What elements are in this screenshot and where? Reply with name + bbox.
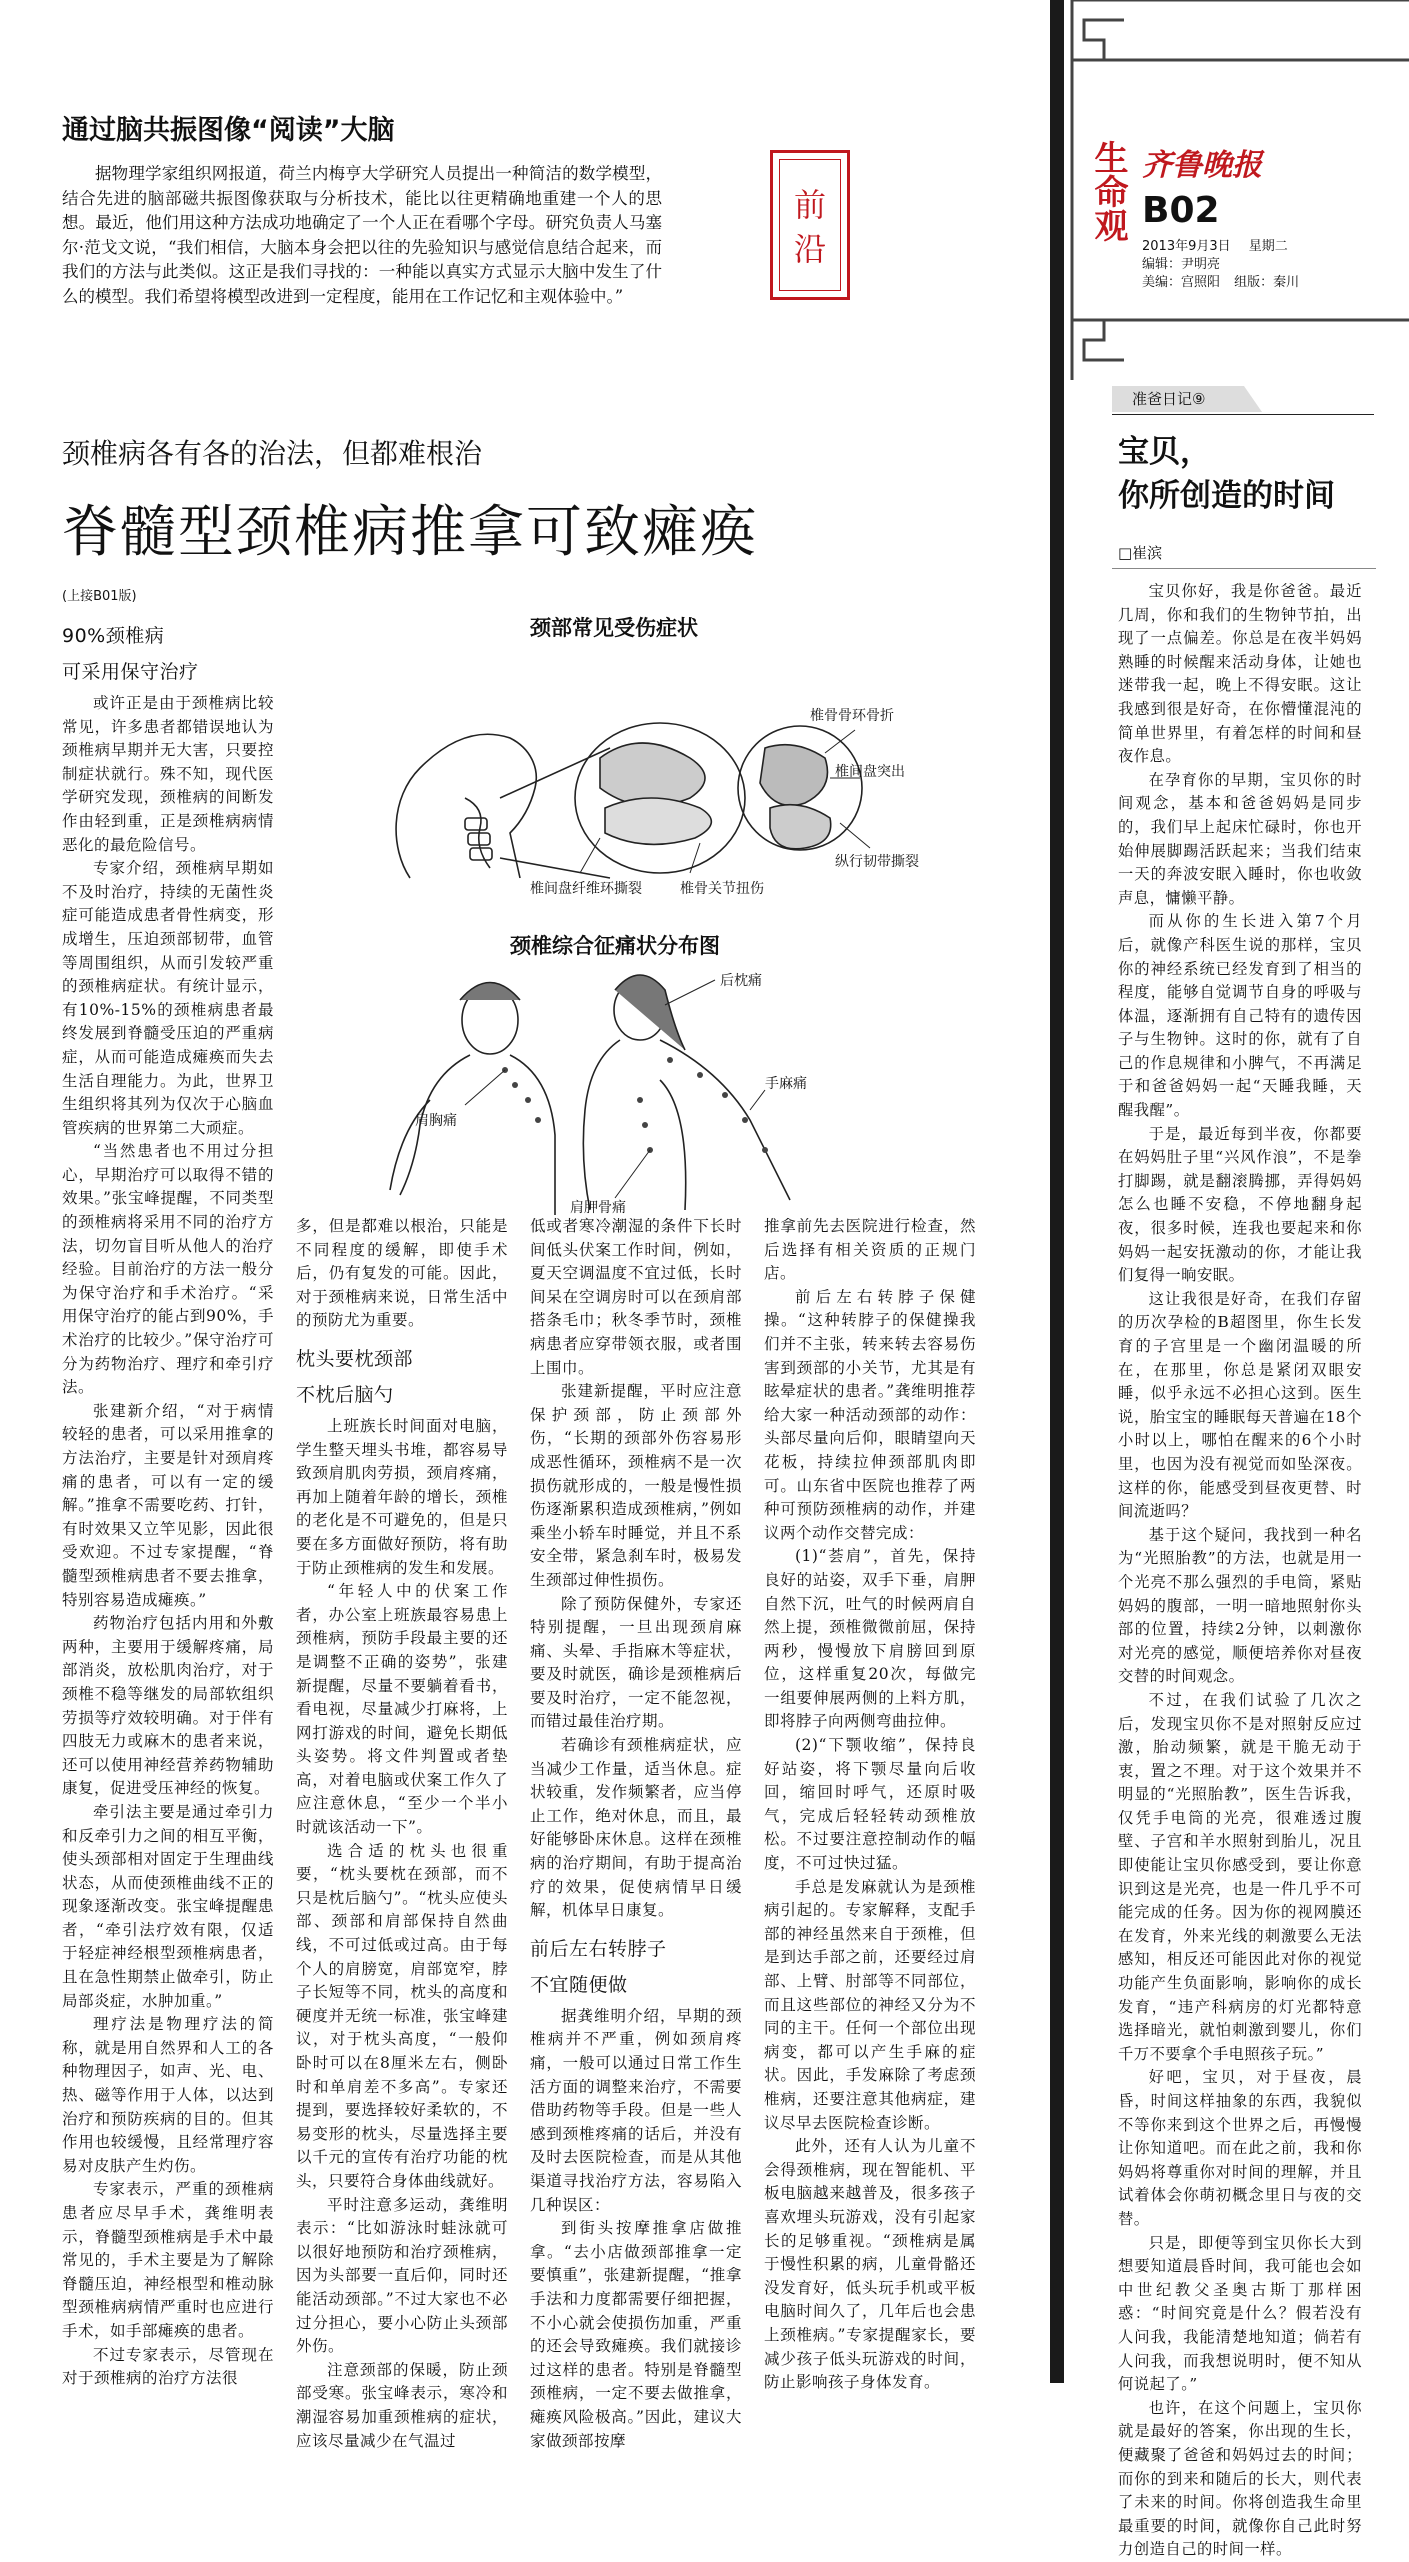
- page-number: B02: [1142, 190, 1220, 231]
- paragraph: 基于这个疑问，我找到一种名为“光照胎教”的方法，也就是用一个光亮不那么强烈的手电筒，紧贴妈妈的腹部，一明一暗地照射你头部的位置，持续2分钟，以刺激你对光亮的感觉，顺便培养你对昼夜交替的时间观念。: [1118, 1525, 1362, 1686]
- paragraph: 多，但是都难以根治，只能是不同程度的缓解，即使手术后，仍有复发的可能。因此，对于颈椎病来说，日常生活中的预防尤为重要。: [296, 1217, 508, 1330]
- tag-frame: [770, 150, 850, 300]
- paragraph: 张建新提醒，平时应注意保护颈部，防止颈部外伤，“长期的颈部外伤容易形成恶性循环，颈椎病不是一次损伤就形成的，一般是慢性损伤逐渐累积造成颈椎病，”例如乘坐小轿车时睡觉，并且不系安全带，紧急刹车时，极易发生颈部过伸性损伤。: [530, 1382, 742, 1589]
- article-column-3: [530, 1215, 742, 2453]
- masthead-info: [1142, 238, 1299, 292]
- fig1-title: 颈部常见受伤症状: [530, 616, 698, 640]
- paragraph: 宝贝你好，我是你爸爸。最近几周，你和我们的生物钟节拍，出现了一点偏差。你总是在夜半妈妈熟睡的时候醒来活动身体，让她也迷带我一起，晚上不得安眠。这让我感到很是好奇，在你懵懂混沌的简单世界里，有着怎样的时间和昼夜作息。: [1118, 582, 1362, 766]
- fig2-illustration: [370, 960, 930, 1220]
- sidebar-divider: [1112, 568, 1376, 569]
- paragraph: 理疗法是物理疗法的简称，就是用自然界和人工的各种物理因子，如声、光、电、热、磁等作用于人体，以达到治疗和预防疾病的目的。但其作用也较缓慢，且经常理疗容易对皮肤产生灼伤。: [62, 2015, 274, 2175]
- subhead-1b: 可采用保守治疗: [62, 661, 199, 683]
- paragraph: 据龚维明介绍，早期的颈椎病并不严重，例如颈肩疼痛，一般可以通过日常工作生活方面的调整来治疗，不需要借助药物等手段。但是一些人感到颈椎疼痛的话后，并没有及时去医院检查，而是从其他渠道寻找治疗方法，容易陷入几种误区：: [530, 2006, 742, 2214]
- subhead-2a: 枕头要枕颈部: [296, 1347, 414, 1370]
- article-column-2: [296, 1215, 508, 2453]
- paragraph: 也许，在这个问题上，宝贝你就是最好的答案，你出现的生长，便藏聚了爸爸和妈妈过去的时间；而你的到来和随后的长大，则代表了未来的时间。你将创造我生命里最重要的时间，就像你自己此时努力创造自己的时间一样。: [1118, 2398, 1362, 2559]
- paragraph: 专家表示，严重的颈椎病患者应尽早手术，龚维明表示，脊髓型颈椎病是手术中最常见的，手术主要是为了解除脊髓压迫，神经根型和椎动脉型颈椎病病情严重时也应进行手术，如手部瘫痪的患者。: [62, 2180, 274, 2340]
- fig2-title: 颈椎综合征痛状分布图: [510, 934, 720, 958]
- weekday: 星期二: [1248, 239, 1288, 254]
- top-story-body: 据物理学家组织网报道，荷兰内梅亨大学研究人员提出一种简洁的数学模型，结合先进的脑部磁共振图像获取与分析技术，能比以往更精确地重建一个人的思想。最近，他们用这种方法成功地确定了一个人正在看哪个字母。研究负责人马塞尔·范戈文说，“我们相信，大脑本身会把以往的先验知识与感觉信息结合起来，而我们的方法与此类似。这正是我们寻找的：一种能以真实方式显示大脑中发生了什么的模型。我们希望将模型改进到一定程度，能用在工作记忆和主观体验中。”: [62, 164, 662, 306]
- fig1-label-2: 椎间盘突出: [835, 764, 905, 780]
- paragraph: (2)“下颚收缩”，保持良好站姿，将下颚尽量向后收回，缩回时呼气，还原时吸气，完成后轻轻转动颈椎放松。不过要注意控制动作的幅度，不可过快过猛。: [764, 1736, 976, 1873]
- paragraph: 平时注意多运动，龚维明表示：“比如游泳时蛙泳就可以很好地预防和治疗颈椎病，因为头部要一直后仰，同时还能活动颈部。”不过大家也不必过分担心，要小心防止头颈部外伤。: [296, 2195, 508, 2356]
- paragraph: 专家介绍，颈椎病早期如不及时治疗，持续的无菌性炎症可能造成患者骨性病变，形成增生，压迫颈部韧带，血管等周围组织，从而引发较严重的颈椎病症状。有统计显示，有10%-15%的颈椎病患者最终发展到脊髓受压迫的严重病症，从而可能造成瘫痪而失去生活自理能力。为此，世界卫生组织将其列为仅次于心脑血管疾病的世界第二大顽症。: [62, 859, 274, 1137]
- paragraph: 这让我很是好奇，在我们存留的历次孕检的B超图里，你生长发育的子宫里是一个幽闭温暖的所在，在那里，你总是紧闭双眼安睡，似乎永远不必担心这到。医生说，胎宝宝的睡眠每天普遍在18个小时以上，哪怕在醒来的6个小时里，也因为没有视觉而如坠深夜。这样的你，能感受到昼夜更替、时间流逝吗？: [1118, 1289, 1362, 1521]
- fig1-illustration: [370, 648, 930, 898]
- editor: 编辑：尹明亮: [1142, 257, 1221, 272]
- paragraph: “年轻人中的伏案工作者，办公室上班族最容易患上颈椎病，预防手段最主要的还是调整不正确的姿势”，张建新提醒，尽量不要躺着看书，看电视，尽量减少打麻将，上网打游戏的时间，避免长期低头姿势。将文件判置或者垫高，对着电脑或伏案工作久了应注意休息，“至少一个半小时就该活动一下”。: [296, 1582, 508, 1837]
- headline: 脊髓型颈椎病推拿可致瘫痪: [62, 500, 758, 565]
- sidebar-body: [1118, 580, 1362, 2562]
- paragraph: 低或者寒冷潮湿的条件下长时间低头伏案工作时间，例如，夏天空调温度不宜过低，长时间呆在空调房时可以在颈肩部搭条毛巾；秋冬季节时，颈椎病患者应穿带领衣服，或者围上围巾。: [530, 1217, 742, 1377]
- article-column-1: [62, 620, 274, 2391]
- section-name: 生命观: [1088, 140, 1128, 242]
- paragraph: 于是，最近每到半夜，你都要在妈妈肚子里“兴风作浪”，不是拳打脚踢，就是翻滚腾挪，弄得妈妈怎么也睡不安稳，不停地翻身起夜，很多时候，连我也要起来和你妈妈一起安抚激动的你，才能让我们复得一晌安眠。: [1118, 1124, 1362, 1285]
- fig2-label-4: 肩胛骨痛: [570, 1200, 626, 1216]
- paragraph: 在孕育你的早期，宝贝你的时间观念，基本和爸爸妈妈是同步的，我们早上起床忙碌时，你也开始伸展脚踢活跃起来；当我们结束一天的奔波安眠入睡时，你也收敛声息，慵懒平静。: [1118, 770, 1362, 907]
- fig1-label-1: 椎骨骨环骨折: [810, 708, 894, 724]
- article-column-4: [764, 1215, 976, 2395]
- tag-char-1: 前: [793, 186, 826, 224]
- paragraph: 不过，在我们试验了几次之后，发现宝贝你不是对照射反应过激，胎动频繁，就是干脆无动于衷，置之不理。对于这个效果并不明显的“光照胎教”，医生告诉我，仅凭手电筒的光亮，很难透过腹壁、子宫和羊水照射到胎儿，况且即使能让宝贝你感受到，要让你意识到这是光亮，也是一件几乎不可能完成的任务。因为你的视网膜还在发育，外来光线的刺激要么无法感知，相反还可能因此对你的视觉功能产生负面影响，影响你的成长发育，“违产科病房的灯光都特意选择暗光，就怕刺激到婴儿，你们千万不要拿个手电照孩子玩。”: [1118, 1690, 1362, 2063]
- layout-editor: 组版：秦川: [1234, 275, 1300, 290]
- fig1-label-5: 椎骨关节扭伤: [680, 881, 764, 897]
- subhead-1a: 90%颈椎病: [62, 625, 165, 647]
- top-story-title: 通过脑共振图像“阅读”大脑: [62, 115, 395, 146]
- subhead-2b: 不枕后脑勺: [296, 1383, 394, 1406]
- fig2-label-1: 后枕痛: [720, 973, 762, 989]
- paragraph: 或许正是由于颈椎病比较常见，许多患者都错误地认为颈椎病早期并无大害，只要控制症状就行。殊不知，现代医学研究发现，颈椎病的间断发作由轻到重，正是颈椎病病情恶化的最危险信号。: [62, 694, 274, 854]
- paragraph: 张建新介绍，“对于病情较轻的患者，可以采用推拿的方法治疗，主要是针对颈肩疼痛的患者，可以有一定的缓解。”推拿不需要吃药、打针，有时效果又立竿见影，因此很受欢迎。不过专家提醒，“脊髓型颈椎病患者不要去推拿，特别容易造成瘫痪。”: [62, 1401, 274, 1609]
- page-edge-bar: [1050, 0, 1064, 2383]
- subhead-3a: 前后左右转脖子: [530, 1937, 667, 1960]
- continued-note: (上接B01版): [62, 589, 137, 604]
- sidebar-author: □崔滨: [1118, 544, 1163, 562]
- sidebar-column-header: [1112, 384, 1374, 415]
- paragraph: 除了预防保健外，专家还特别提醒，一旦出现颈肩麻痛、头晕、手指麻木等症状，要及时就医，确诊是颈椎病后要及时治疗，一定不能忽视，而错过最佳治疗期。: [530, 1594, 742, 1731]
- paragraph: 上班族长时间面对电脑，学生整天埋头书堆，都容易导致颈肩肌肉劳损，颈肩疼痛，再加上随着年龄的增长，颈椎的老化是不可避免的，但是只要在多方面做好预防，将有助于防止颈椎病的发生和发展。: [296, 1416, 508, 1577]
- fig2-label-3: 肩胸痛: [415, 1113, 457, 1129]
- paper-logo: 齐鲁晚报: [1142, 148, 1262, 183]
- fig1-label-4: 椎间盘纤维环撕裂: [530, 881, 642, 897]
- paragraph: 若确诊有颈椎病症状，应当减少工作量，适当休息。症状较重，发作频繁者，应当停止工作，绝对休息，而且，最好能够卧床休息。这样在颈椎病的治疗期间，有助于提高治疗的效果，促使病情早日缓解，机体早日康复。: [530, 1736, 742, 1920]
- paragraph: 到街头按摩推拿店做推拿。“去小店做颈部推拿一定要慎重”，张建新提醒，“推拿手法和力度都需要仔细把握，不小心就会使损伤加重，严重的还会导致瘫痪。我们就接诊过这样的患者。特别是脊髓型颈椎病，一定不要去做推拿，瘫痪风险极高。”因此，建议大家做颈部按摩: [530, 2219, 742, 2450]
- paragraph: 注意颈部的保暖，防止颈部受寒。张宝峰表示，寒冷和潮湿容易加重颈椎病的症状，应该尽量减少在气温过: [296, 2360, 508, 2450]
- paragraph: 推拿前先去医院进行检查，然后选择有相关资质的正规门店。: [764, 1217, 976, 1283]
- art-editor: 美编：宫照阳: [1142, 275, 1221, 290]
- sidebar-title-line-1: 宝贝，: [1118, 434, 1211, 470]
- paragraph: “当然患者也不用过分担心，早期治疗可以取得不错的效果。”张宝峰提醒，不同类型的颈椎病将采用不同的治疗方法，切勿盲目听从他人的治疗经验。目前治疗的方法一般分为保守治疗和手术治疗。“采用保守治疗的能占到90%，手术治疗的比较少。”保守治疗可分为药物治疗、理疗和牵引疗法。: [62, 1142, 274, 1397]
- paragraph: 好吧，宝贝，对于昼夜，晨昏，时间这样抽象的东西，我貌似不等你来到这个世界之后，再慢慢让你知道吧。而在此之前，我和你妈妈将尊重你对时间的理解，并且试着体会你萌初概念里日与夜的交替。: [1118, 2068, 1362, 2228]
- paragraph: 前后左右转脖子保健操。“这种转脖子的保健操我们并不主张，转来转去容易伤害到颈部的小关节，尤其是有眩晕症状的患者。”龚维明推荐给大家一种活动颈部的动作：头部尽量向后仰，眼睛望向天花板，持续拉伸颈部肌肉即可。山东省中医院也推荐了两种可预防颈椎病的动作，并建议两个动作交替完成：: [764, 1287, 976, 1542]
- tag-char-2: 沿: [793, 230, 826, 268]
- date: 2013年9月3日: [1142, 239, 1231, 254]
- paragraph: 而从你的生长进入第7个月后，就像产科医生说的那样，宝贝你的神经系统已经发育到了相当的程度，能够自觉调节自身的呼吸与体温，逐渐拥有自己特有的遗传因子与生物钟。这时的你，就有了自己的作息规律和小脾气，不再满足于和爸爸妈妈一起“天睡我睡，天醒我醒”。: [1118, 912, 1362, 1120]
- sidebar-column-name: 准爸日记⑨: [1132, 390, 1206, 408]
- subhead-3b: 不宜随便做: [530, 1973, 628, 1996]
- paragraph: 不过专家表示，尽管现在对于颈椎病的治疗方法很: [62, 2345, 274, 2388]
- paragraph: 选合适的枕头也很重要，“枕头要枕在颈部，而不只是枕后脑勺”。“枕头应使头部、颈部和肩部保持自然曲线，不可过低或过高。由于每个人的肩膀宽，肩部宽窄，脖子长短等不同，枕头的高度和硬度并无统一标准，张宝峰建议，对于枕头高度，“一般仰卧时可以在8厘米左右，侧卧时和单肩差不多高”。专家还提到，要选择较好柔软的，不易变形的枕头，尽量选择主要以千元的宣传有治疗功能的枕头，只要符合身体曲线就好。: [296, 1841, 508, 2190]
- sidebar-title: [1118, 430, 1335, 518]
- fig1-label-3: 纵行韧带撕裂: [835, 854, 919, 870]
- paragraph: 此外，还有人认为儿童不会得颈椎病，现在智能机、平板电脑越来越普及，很多孩子喜欢埋头玩游戏，没有引起家长的足够重视。“颈椎病是属于慢性积累的病，儿童骨骼还没发育好，低头玩手机或平板电脑时间久了，几年后也会患上颈椎病。”专家提醒家长，要减少孩子低头玩游戏的时间，防止影响孩子身体发育。: [764, 2137, 976, 2392]
- paragraph: (1)“荟肩”，首先，保持良好的站姿，双手下垂，肩胛自然下沉，吐气的时候两肩自然上提，颈椎微微前屈，保持两秒，慢慢放下肩膀回到原位，这样重复20次，每做完一组要伸展两侧的上料方肌，即将脖子向两侧弯曲拉伸。: [764, 1547, 976, 1731]
- paragraph: 药物治疗包括内用和外敷两种，主要用于缓解疼痛，局部消炎，放松肌肉治疗，对于颈椎不稳等继发的局部软组织劳损等疗效较明确。对于伴有四肢无力或麻木的患者来说，还可以使用神经营养药物辅助康复，促进受压神经的恢复。: [62, 1614, 274, 1798]
- paragraph: 牵引法主要是通过牵引力和反牵引力之间的相互平衡，使头颈部相对固定于生理曲线状态，从而使颈椎曲线不正的现象逐渐改变。张宝峰提醒患者，“牵引法疗效有限，仅适于轻症神经根型颈椎病患者，且在急性期禁止做牵引，防止局部炎症，水肿加重。”: [62, 1802, 274, 2010]
- fig2-label-2: 手麻痛: [765, 1076, 807, 1092]
- paragraph: 手总是发麻就认为是颈椎病引起的。专家解释，支配手部的神经虽然来自于颈椎，但是到达手部之前，还要经过肩部、上臂、肘部等不同部位，而且这些部位的神经又分为不同的主干。任何一个部位出现病变，都可以产生手麻的症状。因此，手发麻除了考虑颈椎病，还要注意其他病症，建议尽早去医院检查诊断。: [764, 1877, 976, 2132]
- kicker: 颈椎病各有各的治法，但都难根治: [62, 437, 483, 470]
- sidebar-title-line-2: 你所创造的时间: [1118, 478, 1335, 514]
- paragraph: 只是，即便等到宝贝你长大到想要知道晨昏时间，我可能也会如中世纪教父圣奥古斯丁那样困惑：“时间究竟是什么？假若没有人问我，我能清楚地知道；倘若有人问我，而我想说明时，便不知从何说起了。”: [1118, 2233, 1362, 2394]
